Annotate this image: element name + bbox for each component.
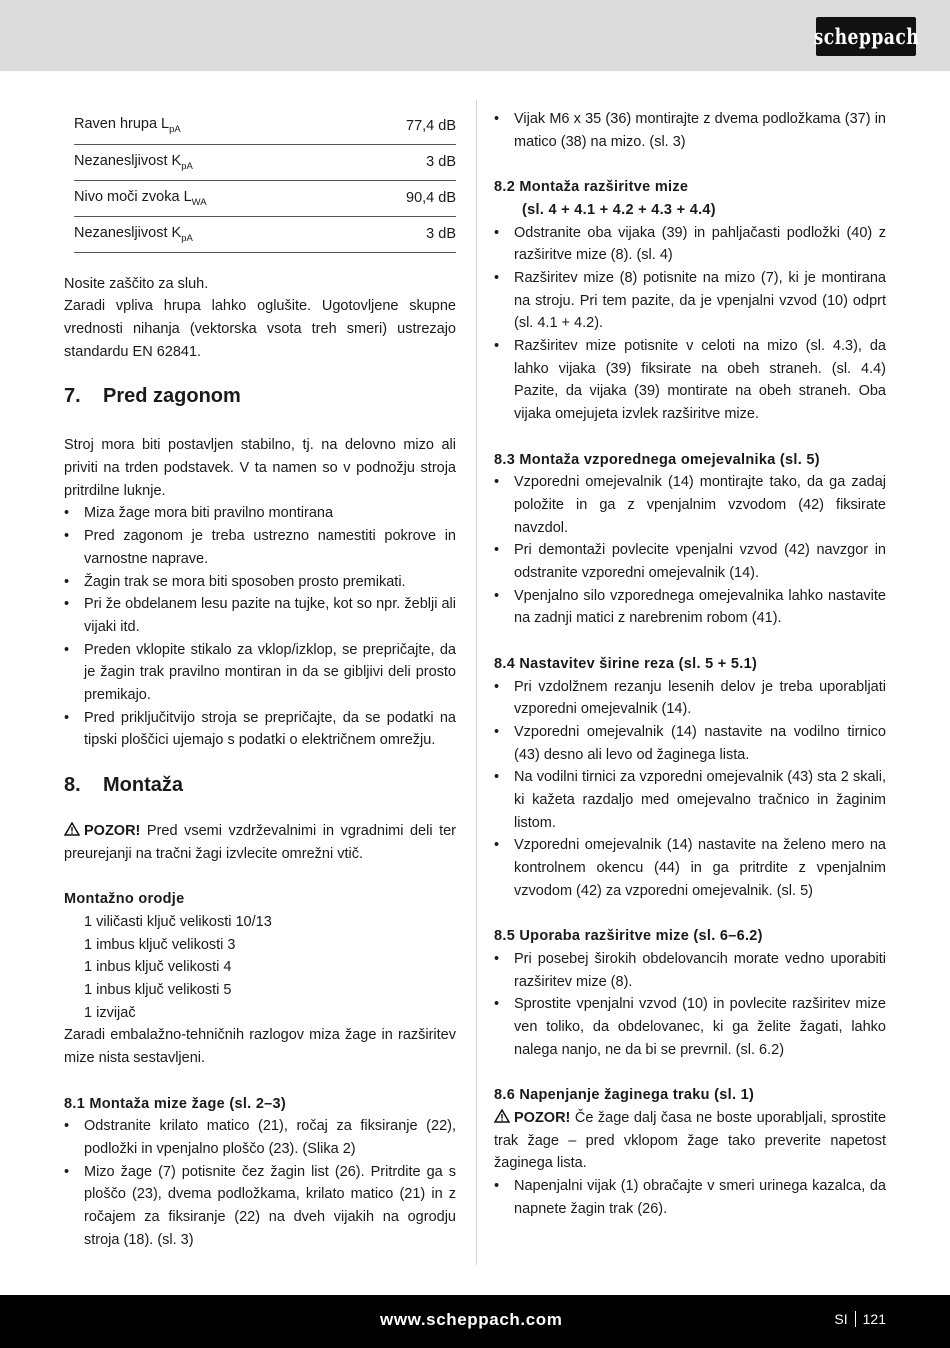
section-7-heading: 7. Pred zagonom <box>64 385 241 408</box>
noise-label: Nivo moči zvoka L <box>74 188 192 205</box>
column-divider <box>476 100 477 1265</box>
section-8-4-title: 8.4 Nastavitev širine reza (sl. 5 + 5.1) <box>494 655 758 672</box>
page-number: 121 <box>862 1311 886 1327</box>
list-item: • Preden vklopite stikalo za vklop/izklop, se prepričajte, da je žagin trak pravilno montiran in da se gibljivi deli prosto premikajo. <box>64 639 456 707</box>
noise-value: 90,4 dB <box>351 180 456 216</box>
noise-label: Raven hrupa L <box>74 116 170 133</box>
section-8-1-list <box>64 1115 456 1251</box>
tools-list <box>64 911 456 1025</box>
list-item: • Pri vzdolžnem rezanju lesenih delov je treba uporabljati vzporedni omejevalnik (14). <box>494 676 886 721</box>
section-8-6-list <box>494 1175 886 1220</box>
list-item: • Mizo žage (7) potisnite čez žagin list (26). Pritrdite ga s ploščo (23), dvema podložkama, krilato matico (21) in z ročajem za fiksiranje (22) na dveh vijakih na ogrodju stroja (18). (sl. 3) <box>64 1161 456 1252</box>
list-item: • Pri posebej širokih obdelovancih morate vedno uporabiti razširitev mize (8). <box>494 948 886 993</box>
list-item: • Pred zagonom je treba ustrezno namestiti pokrove in varnostne naprave. <box>64 525 456 570</box>
warning-triangle-icon <box>494 1109 510 1123</box>
list-item: • Na vodilni tirnici za vzporedni omejevalnik (43) sta 2 skali, ki kažeta razdaljo med omejevalno tračnico in žaginim listom. <box>494 766 886 834</box>
section-8-2-list <box>494 222 886 426</box>
table-row: Raven hrupa $L_{pA}$ 77,4 dB <box>74 108 456 144</box>
list-item: • Pred priključitvijo stroja se prepričajte, da se podatki na tipski ploščici ujemajo s podatki o električnem omrežju. <box>64 707 456 752</box>
section-7-intro: Stroj mora biti postavljen stabilno, tj. na delovno mizo ali priviti na trden podstavek. V ta namen so v podnožju stroja pritrdilne luknje. <box>64 437 456 499</box>
scheppach-logo: scheppach <box>816 17 916 56</box>
section-8-heading: 8. Montaža <box>64 774 183 797</box>
list-item: • Napenjalni vijak (1) obračajte v smeri urinega kazalca, da napnete žagin trak (26). <box>494 1175 886 1220</box>
warning-triangle-icon <box>64 822 80 836</box>
left-column <box>64 108 456 1251</box>
noise-table <box>74 108 456 253</box>
table-row: Nezanesljivost $K_{pA}$ 3 dB <box>74 216 456 252</box>
vibration-text: Zaradi vpliva hrupa lahko oglušite. Ugotovljene skupne vrednosti nihanja (vektorska vsota treh smeri) ustrezajo standardu EN 62841. <box>64 298 456 360</box>
list-item: 1 izvijač <box>84 1004 136 1021</box>
list-item: 1 imbus ključ velikosti 3 <box>84 936 236 953</box>
table-row: Nivo moči zvoka $L_{WA}$ 90,4 dB <box>74 180 456 216</box>
noise-label: Nezanesljivost K <box>74 152 182 169</box>
packaging-note: Zaradi embalažno-tehničnih razlogov miza žage in razširitev mize nista sestavljeni. <box>64 1027 456 1067</box>
list-item: • Pri demontaži povlecite vpenjalni vzvod (42) navzgor in odstranite vzporedni omejevalnik (14). <box>494 539 886 584</box>
section-8-6-warning: POZOR! Če žage dalj časa ne boste uporabljali, sprostite trak žage – pred vklopom žage tako preverite napetost žaginega lista. <box>494 1109 887 1172</box>
list-item: • Vijak M6 x 35 (36) montirajte z dvema podložkama (37) in matico (38) na mizo. (sl. 3) <box>494 108 886 153</box>
section-8-5-title: 8.5 Uporaba razširitve mize (sl. 6–6.2) <box>494 928 763 945</box>
section-7-list <box>64 502 456 752</box>
list-item: • Sprostite vpenjalni vzvod (10) in povlecite razširitev mize ven toliko, da obdelovanec, ki ga želite žagati, lahko nalega nanjo, ne da bi se prevrnil. (sl. 6.2) <box>494 993 886 1061</box>
section-8-3-list <box>494 471 886 630</box>
list-item: • Vzporedni omejevalnik (14) nastavite na želeno mero na kontrolnem okencu (44) in ga pritrdite z vpenjalnim vzvodom (42) za vzporedni omejevalnik. (sl. 5) <box>494 834 886 902</box>
list-item: 1 inbus ključ velikosti 5 <box>84 982 232 999</box>
list-item: • Vzporedni omejevalnik (14) nastavite na vodilno tirnico (43) desno ali levo od žaginega lista. <box>494 721 886 766</box>
continued-list <box>494 108 886 153</box>
list-item: • Pri že obdelanem lesu pazite na tujke, kot so npr. žeblji ali vijaki itd. <box>64 593 456 638</box>
website-url[interactable]: www.scheppach.com <box>380 1310 563 1329</box>
table-row: Nezanesljivost $K_{pA}$ 3 dB <box>74 144 456 180</box>
list-item: • Razširitev mize potisnite v celoti na mizo (sl. 4.3), da lahko vijaka (39) fiksirate na obeh straneh. (sl. 4.4) Pazite, da vijaka (39) montirate na obeh straneh. Oba vijaka omejujeta izvlek razširitve mize. <box>494 335 886 426</box>
section-8-5-list <box>494 948 886 1062</box>
list-item: • Žagin trak se mora biti sposoben prosto premikati. <box>64 571 456 594</box>
section-8-4-list <box>494 676 886 903</box>
list-item: • Vzporedni omejevalnik (14) montirajte tako, da ga zadaj položite in ga z vpenjalnim vzvodom (42) fiksirate navzdol. <box>494 471 886 539</box>
list-item: 1 inbus ključ velikosti 4 <box>84 959 232 976</box>
header-bar <box>0 0 950 71</box>
right-column <box>494 108 886 1220</box>
section-8-6-title: 8.6 Napenjanje žaginega traku (sl. 1) <box>494 1087 755 1104</box>
noise-value: 3 dB <box>351 144 456 180</box>
tools-title: Montažno orodje <box>64 891 185 908</box>
list-item: 1 viličasti ključ velikosti 10/13 <box>84 913 272 930</box>
ear-protection-note: Nosite zaščito za sluh. <box>64 275 209 292</box>
list-item: • Odstranite krilato matico (21), ročaj za fiksiranje (22), podložki in vpenjalno ploščo (23). (Slika 2) <box>64 1115 456 1160</box>
page-separator <box>855 1311 856 1327</box>
section-8-warning: POZOR! Pred vsemi vzdrževalnimi in vgradnimi deli ter preurejanji na tračni žagi izvlecite omrežni vtič. <box>64 823 456 862</box>
list-item: • Miza žage mora biti pravilno montirana <box>64 502 456 525</box>
section-8-3-title: 8.3 Montaža vzporednega omejevalnika (sl. 5) <box>494 451 820 468</box>
noise-value: 3 dB <box>351 216 456 252</box>
noise-value: 77,4 dB <box>351 108 456 144</box>
list-item: • Razširitev mize (8) potisnite na mizo (7), ki je montirana na stroju. Pri tem pazite, da je vpenjalni vzvod (10) odprt (sl. 4.1 + 4.2). <box>494 267 886 335</box>
list-item: • Vpenjalno silo vzporednega omejevalnika lahko nastavite na zadnji matici z narebrenim robom (41). <box>494 585 886 630</box>
noise-label: Nezanesljivost K <box>74 224 182 241</box>
list-item: • Odstranite oba vijaka (39) in pahljačasti podložki (40) z razširitve mize (8). (sl. 4) <box>494 222 886 267</box>
page-indicator <box>834 1311 886 1327</box>
footer-bar <box>0 1295 950 1348</box>
section-8-1-title: 8.1 Montaža mize žage (sl. 2–3) <box>64 1095 287 1112</box>
section-8-2-title: 8.2 Montaža razširitve mize (sl. 4 + 4.1 + 4.2 + 4.3 + 4.4) <box>494 179 716 218</box>
language-code: SI <box>834 1311 848 1327</box>
